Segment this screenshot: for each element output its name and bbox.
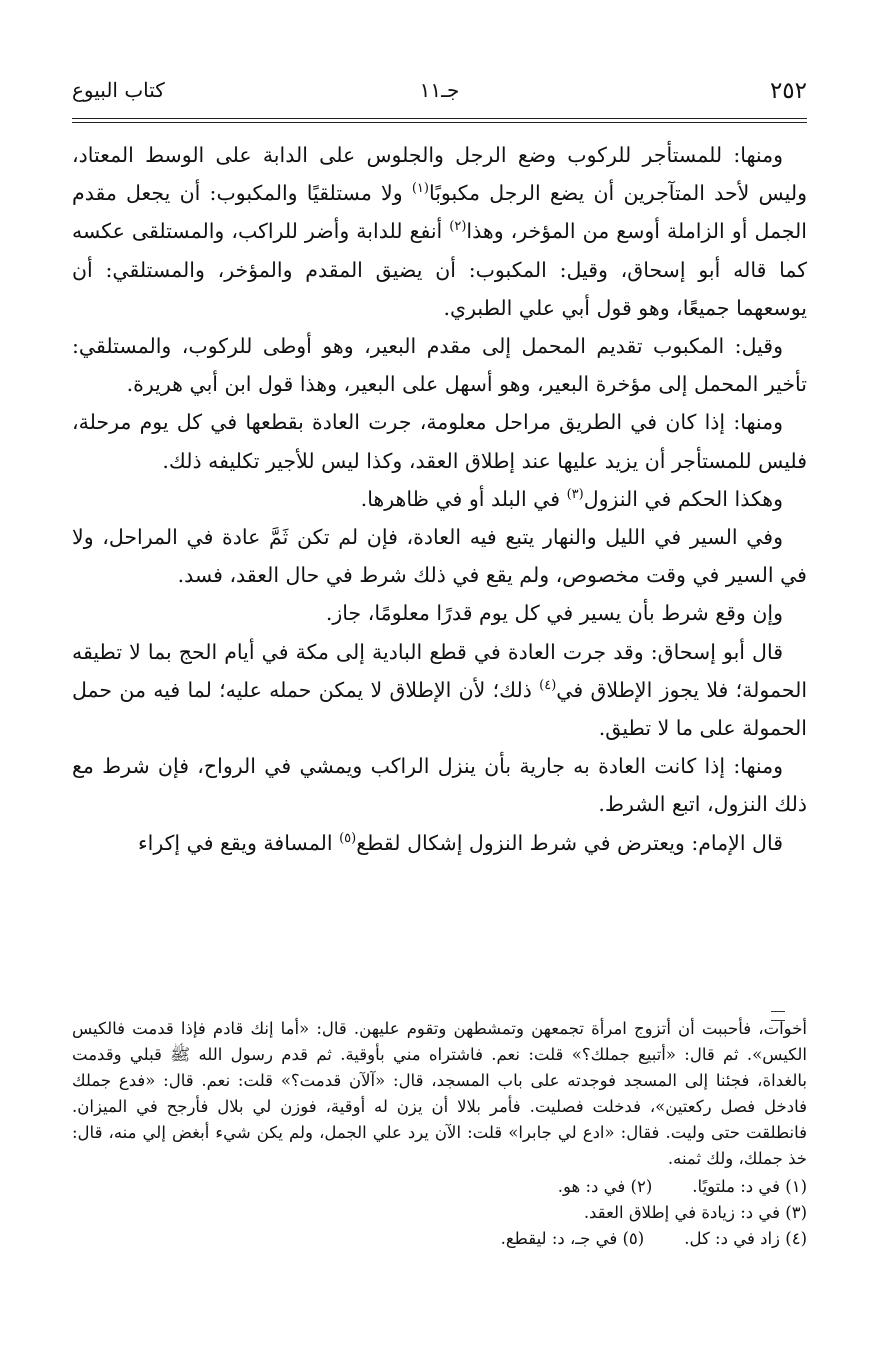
paragraph: قال أبو إسحاق: وقد جرت العادة في قطع البادية إلى مكة في أيام الحج بما لا تطيقه الحمولة؛ فلا يجوز الإطلاق في$^{(٤)}$ ذلك؛ لأن الإطلاق لا يمكن حمله عليه؛ لما فيه من حمل الحمولة على ما لا تطيق.: [72, 639, 808, 741]
footnote-row: [72, 1174, 807, 1200]
paragraph: قال الإمام: ويعترض في شرط النزول إشكال لقطع$^{(٥)}$ المسافة ويقع في إكراء: [138, 830, 783, 855]
paragraph: وفي السير في الليل والنهار يتبع فيه العادة، فإن لم تكن ثَمَّ عادة في المراحل، ولا في السير في وقت مخصوص، ولم يقع في ذلك شرط في حال العقد، فسد.: [72, 525, 807, 588]
running-header: [72, 76, 807, 110]
header-rule: [72, 118, 807, 119]
volume-label: جـ١١: [419, 78, 460, 102]
paragraph: ومنها: إذا كان في الطريق مراحل معلومة، جرت العادة بقطعها في كل يوم مرحلة، فليس للمستأجر أن يزيد عليها عند إطلاق العقد، وكذا ليس للأجير تكليفه ذلك.: [72, 410, 807, 473]
chapter-title: كتاب البيوع: [72, 78, 165, 102]
footnote-row: [72, 1226, 807, 1252]
paragraph: وهكذا الحكم في النزول$^{(٣)}$ في البلد أو في ظاهرها.: [360, 486, 783, 511]
footnotes: [72, 1016, 807, 1252]
footnote-marker: (٥): [339, 830, 357, 846]
footnote-2: (٢) في د: هو.: [557, 1177, 653, 1196]
footnote-marker: (٢): [449, 219, 467, 235]
paragraph: وقيل: المكبوب تقديم المحمل إلى مقدم البعير، وهو أوطى للركوب، والمستلقي: تأخير المحمل إلى مؤخرة البعير، وهو أسهل على البعير، وهذا قول ابن أبي هريرة.: [72, 334, 807, 397]
main-text: [72, 136, 807, 862]
paragraph: ومنها: للمستأجر للركوب وضع الرجل والجلوس على الدابة على الوسط المعتاد، وليس لأحد المتآجرين أن يضع الرجل مكبوبًا$^{(١)}$ ولا مستلقيًا والمكبوب: أن يجعل مقدم الجمل أو الزاملة أوسع من المؤخر، وهذا$^{(٢)}$ أنفع للدابة وأضر للراكب، والمستلقى عكسه كما قاله أبو إسحاق، وقيل: المكبوب: أن يضيق المقدم والمؤخر، والمستلقي: أن يوسعهما جميعًا، وهو قول أبي علي الطبري.: [72, 143, 807, 320]
header-rule-thin: [72, 122, 807, 123]
paragraph: وإن وقع شرط بأن يسير في كل يوم قدرًا معلومًا، جاز.: [325, 601, 783, 626]
page-number: ٢٥٢: [769, 78, 807, 104]
footnote-continuation: أخوات، فأحببت أن أتزوج امرأة تجمعهن وتمشطهن وتقوم عليهن. قال: «أما إنك قادم فإذا قدمت فالكيس الكيس». ثم قال: «أتبيع جملك؟» قلت: نعم. فاشتراه مني بأوقية. ثم قدم رسول الله ﷺ قبلي وقدمت بالغداة، فجئنا إلى المسجد فوجدته على باب المسجد، قال: «آلآن قدمت؟» قلت: نعم. قال: «فدع جملك فادخل فصل ركعتين»، فدخلت فصليت. فأمر بلالا أن يزن له أوقية، فوزن لي بلال فأرجح في الميزان. فانطلقت حتى وليت. فقال: «ادع لي جابرا» قلت: الآن يرد علي الجمل، ولم يكن شيء أبغض إلي منه، قال: خذ جملك، ولك ثمنه.: [72, 1019, 807, 1168]
footnote-continuation-mark: [771, 1011, 785, 1012]
paragraph: ومنها: إذا كانت العادة به جارية بأن ينزل الراكب ويمشي في الرواح، فإن شرط مع ذلك النزول، اتبع الشرط.: [72, 754, 807, 817]
footnote-marker: (١): [411, 181, 429, 197]
footnote-marker: (٤): [539, 678, 557, 694]
footnote-5: (٥) في جـ، د: ليقطع.: [500, 1229, 645, 1248]
footnote-1: (١) في د: ملتويًا.: [692, 1177, 807, 1196]
footnote-3: (٣) في د: زيادة في إطلاق العقد.: [583, 1203, 807, 1222]
footnote-marker: (٣): [566, 487, 584, 502]
footnote-4: (٤) زاد في د: كل.: [684, 1229, 807, 1248]
footnote-row: [72, 1200, 807, 1226]
